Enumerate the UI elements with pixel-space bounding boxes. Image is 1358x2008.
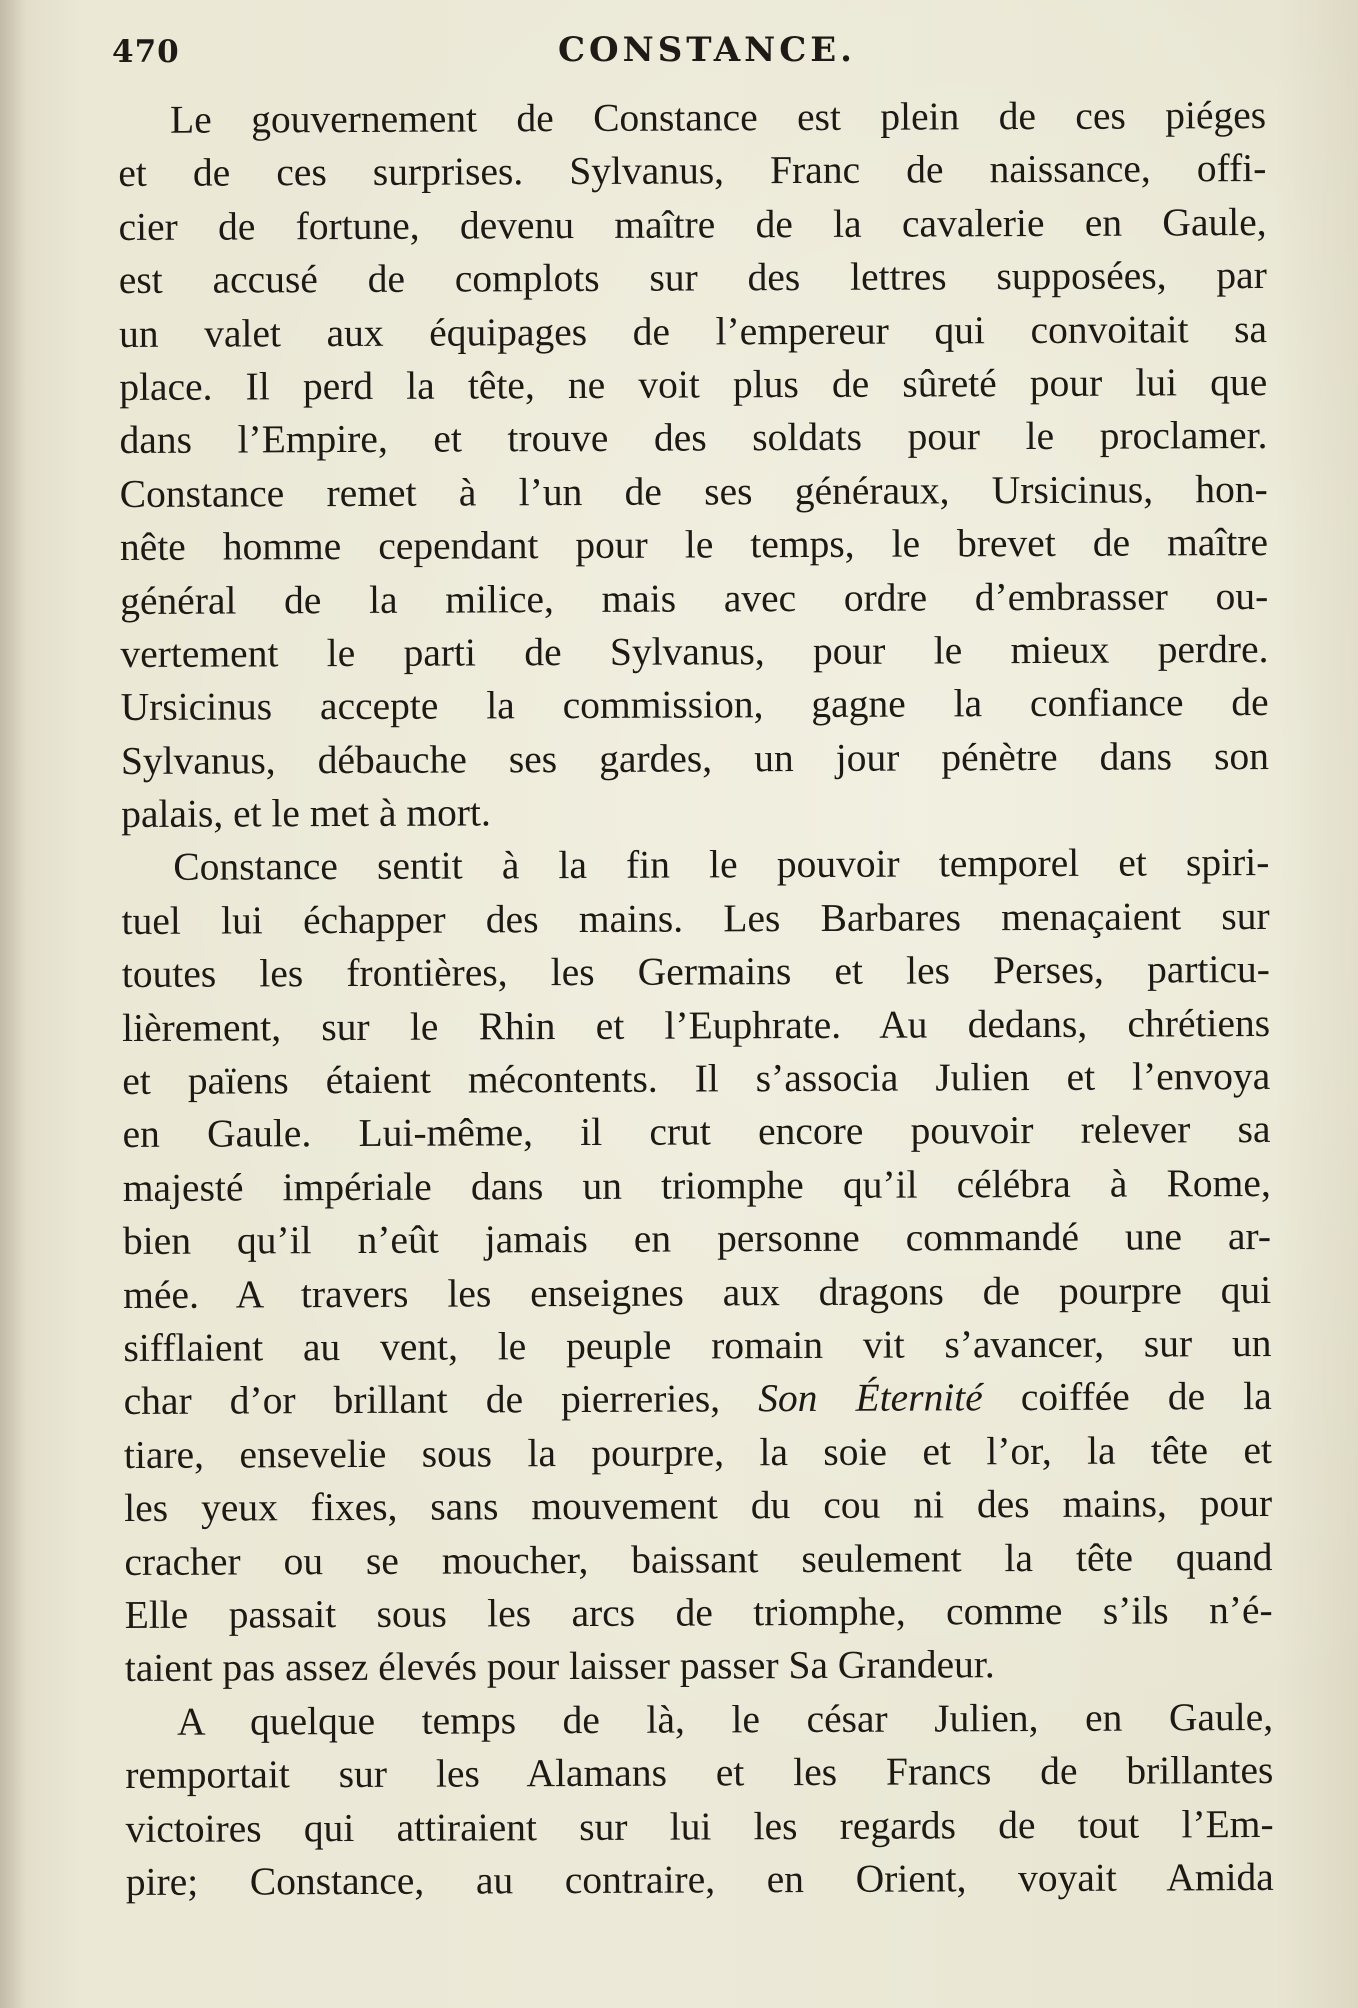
running-title: CONSTANCE.	[557, 30, 857, 70]
italic-phrase: Son Éternité	[758, 1375, 983, 1421]
text-line: Constance sentit à la fin le pouvoir temporel et spiri-	[173, 840, 1270, 890]
text-line: et de ces surprises. Sylvanus, Franc de naissance, offi-	[118, 146, 1267, 196]
text-segment: coiffée de la	[982, 1374, 1272, 1420]
page-number: 470	[112, 34, 180, 70]
gutter-shadow	[0, 0, 26, 2008]
text-line: sifflaient au vent, le peuple romain vit s’avancer, sur un	[123, 1320, 1272, 1370]
paragraph-1	[118, 89, 1269, 841]
text-line: lièrement, sur le Rhin et l’Euphrate. Au dedans, chrétiens	[121, 1000, 1271, 1050]
page-header	[112, 26, 1302, 76]
text-line-with-italic	[124, 1370, 1272, 1428]
text-line: toutes les frontières, les Germains et les Perses, particu-	[121, 947, 1270, 997]
text-line: cier de fortune, devenu maître de la cavalerie en Gaule,	[118, 199, 1267, 249]
text-line: les yeux fixes, sans mouvement du cou ni des mains, pour	[124, 1481, 1273, 1531]
text-line: majesté impériale dans un triomphe qu’il célébra à Rome,	[122, 1160, 1271, 1210]
text-line: est accusé de complots sur des lettres supposées, par	[118, 253, 1267, 303]
text-line: Sylvanus, débauche ses gardes, un jour pénètre dans son	[120, 733, 1269, 783]
text-line: en Gaule. Lui-même, il crut encore pouvoir relever sa	[122, 1107, 1271, 1157]
text-line: taient pas assez élevés pour laisser passer Sa Grandeur.	[124, 1642, 995, 1691]
text-line: place. Il perd la tête, ne voit plus de sûreté pour lui que	[119, 359, 1268, 409]
text-line: Le gouvernement de Constance est plein de ces piéges	[170, 92, 1267, 142]
text-line: victoires qui attiraient sur lui les regards de tout l’Em-	[125, 1801, 1274, 1851]
text-line: pire; Constance, au contraire, en Orient, voyait Amida	[125, 1854, 1274, 1904]
text-line: nête homme cependant pour le temps, le brevet de maître	[119, 520, 1269, 570]
text-line: vertement le parti de Sylvanus, pour le mieux perdre.	[120, 626, 1269, 676]
text-line: tiare, ensevelie sous la pourpre, la soie et l’or, la tête et	[123, 1427, 1273, 1477]
text-line: Constance remet à l’un de ses généraux, Ursicinus, hon-	[119, 466, 1268, 516]
text-line: A quelque temps de là, le césar Julien, en Gaule,	[177, 1694, 1274, 1744]
text-line: mée. A travers les enseignes aux dragons de pourpre qui	[123, 1267, 1272, 1317]
text-line: bien qu’il n’eût jamais en personne commandé une ar-	[122, 1214, 1272, 1264]
text-line: cracher ou se moucher, baissant seulement la tête quand	[124, 1534, 1273, 1584]
text-line: remportait sur les Alamans et les Francs de brillantes	[125, 1748, 1274, 1798]
text-line: dans l’Empire, et trouve des soldats pour le proclamer.	[119, 413, 1268, 463]
text-line: Ursicinus accepte la commission, gagne la confiance de	[120, 680, 1269, 730]
text-line: un valet aux équipages de l’empereur qui convoitait sa	[118, 306, 1268, 356]
text-line: général de la milice, mais avec ordre d’embrasser ou-	[120, 573, 1269, 623]
body-text	[118, 89, 1274, 1909]
text-line: tuel lui échapper des mains. Les Barbares menaçaient sur	[121, 893, 1270, 943]
paragraph-2	[121, 836, 1273, 1695]
text-line: et païens étaient mécontents. Il s’associa Julien et l’envoya	[122, 1054, 1271, 1104]
text-line: Elle passait sous les arcs de triomphe, comme s’ils n’é-	[124, 1587, 1273, 1637]
text-line: palais, et le met à mort.	[121, 790, 491, 837]
text-segment: char d’or brillant de pierreries,	[123, 1376, 759, 1424]
paragraph-3	[125, 1691, 1274, 1910]
